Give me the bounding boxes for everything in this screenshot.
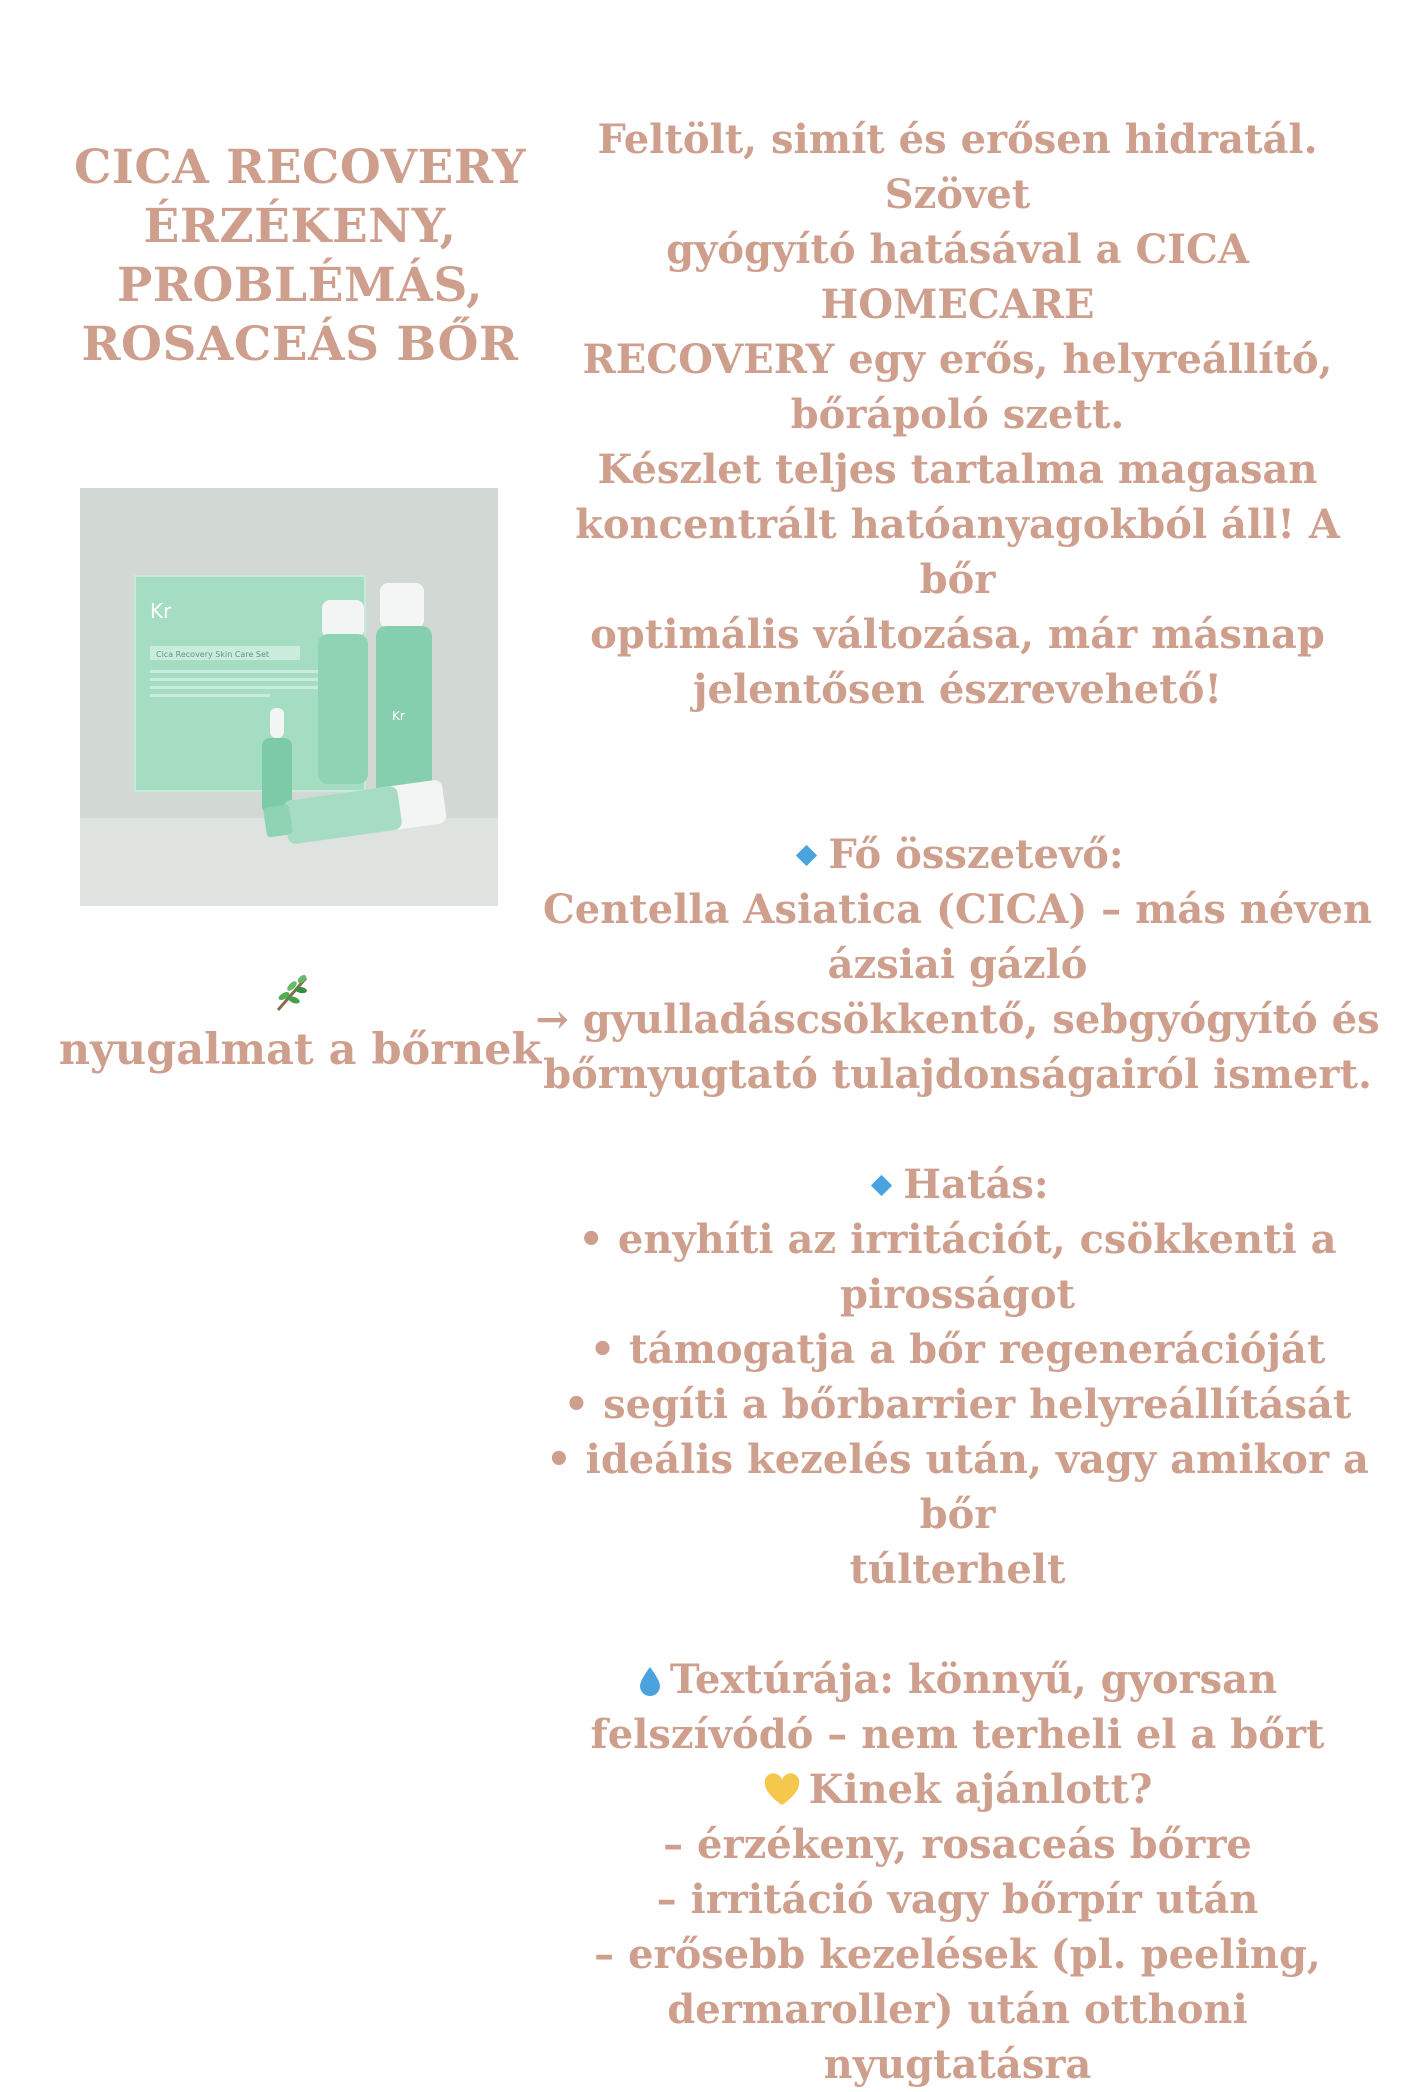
effect-line: • támogatja a bőr regenerációját [589,1326,1326,1373]
intro-line: bőrápoló szett. [790,391,1125,438]
tagline: nyugalmat a bőrnek [58,1025,542,1075]
ingredient-line: → gyulladáscsökkentő, sebgyógyító és [535,996,1380,1043]
recommended-line: dermaroller) után otthoni nyugtatásra [667,1986,1248,2088]
title-line: CICA RECOVERY [74,140,526,195]
intro-line: Készlet teljes tartalma magasan [597,446,1318,493]
effect-line: • enyhíti az irritációt, csökkenti a [578,1216,1337,1263]
leaf-icon [270,970,316,1016]
yellow-heart-icon [763,1773,801,1807]
effect-line: pirosságot [840,1271,1075,1318]
title-line: ÉRZÉKENY, [143,199,457,254]
description-column [535,112,1380,2092]
brand-logo: Kr [150,599,172,623]
svg-text:Kr: Kr [392,709,405,723]
recommended-heading: Kinek ajánlott? [535,1762,1380,1817]
ingredient-line: Centella Asiatica (CICA) – más néven [542,886,1373,933]
droplet-icon [638,1666,662,1696]
product-photo [80,488,498,906]
ingredient-line: bőrnyugtató tulajdonságairól ismert. [543,1051,1372,1098]
recommended-line: – irritáció vagy bőrpír után [656,1876,1259,1923]
intro-line: koncentrált hatóanyagokból áll! A bőr [575,501,1340,603]
recommended-line: – érzékeny, rosaceás bőrre [663,1821,1252,1868]
texture-line: Textúrája: könnyű, gyorsan [535,1652,1380,1707]
intro-line: RECOVERY egy erős, helyreállító, [582,336,1333,383]
effect-line: • ideális kezelés után, vagy amikor a bőr [546,1436,1369,1538]
intro-line: gyógyító hatásával a CICA HOMECARE [666,226,1249,328]
intro-line: jelentősen észrevehető! [693,666,1222,713]
title-line: ROSACEÁS BŐR [81,317,519,372]
texture-line: felszívódó – nem terheli el a bőrt [590,1711,1325,1758]
intro-line: optimális változása, már másnap [590,611,1325,658]
recommended-line: – erősebb kezelések (pl. peeling, [594,1931,1321,1978]
blue-diamond-icon [796,844,817,865]
blue-diamond-icon [871,1174,892,1195]
box-label: Cica Recovery Skin Care Set [156,650,270,659]
ingredient-line: ázsiai gázló [827,941,1088,988]
title-line: PROBLÉMÁS, [116,258,484,313]
intro-line: Feltölt, simít és erősen hidratál. Szövet [597,116,1318,218]
effect-line: túlterhelt [849,1546,1066,1593]
effect-heading: Hatás: [535,1157,1380,1212]
effect-line: • segíti a bőrbarrier helyreállítását [563,1381,1352,1428]
title-block [60,138,540,374]
ingredient-heading: Fő összetevő: [535,827,1380,882]
